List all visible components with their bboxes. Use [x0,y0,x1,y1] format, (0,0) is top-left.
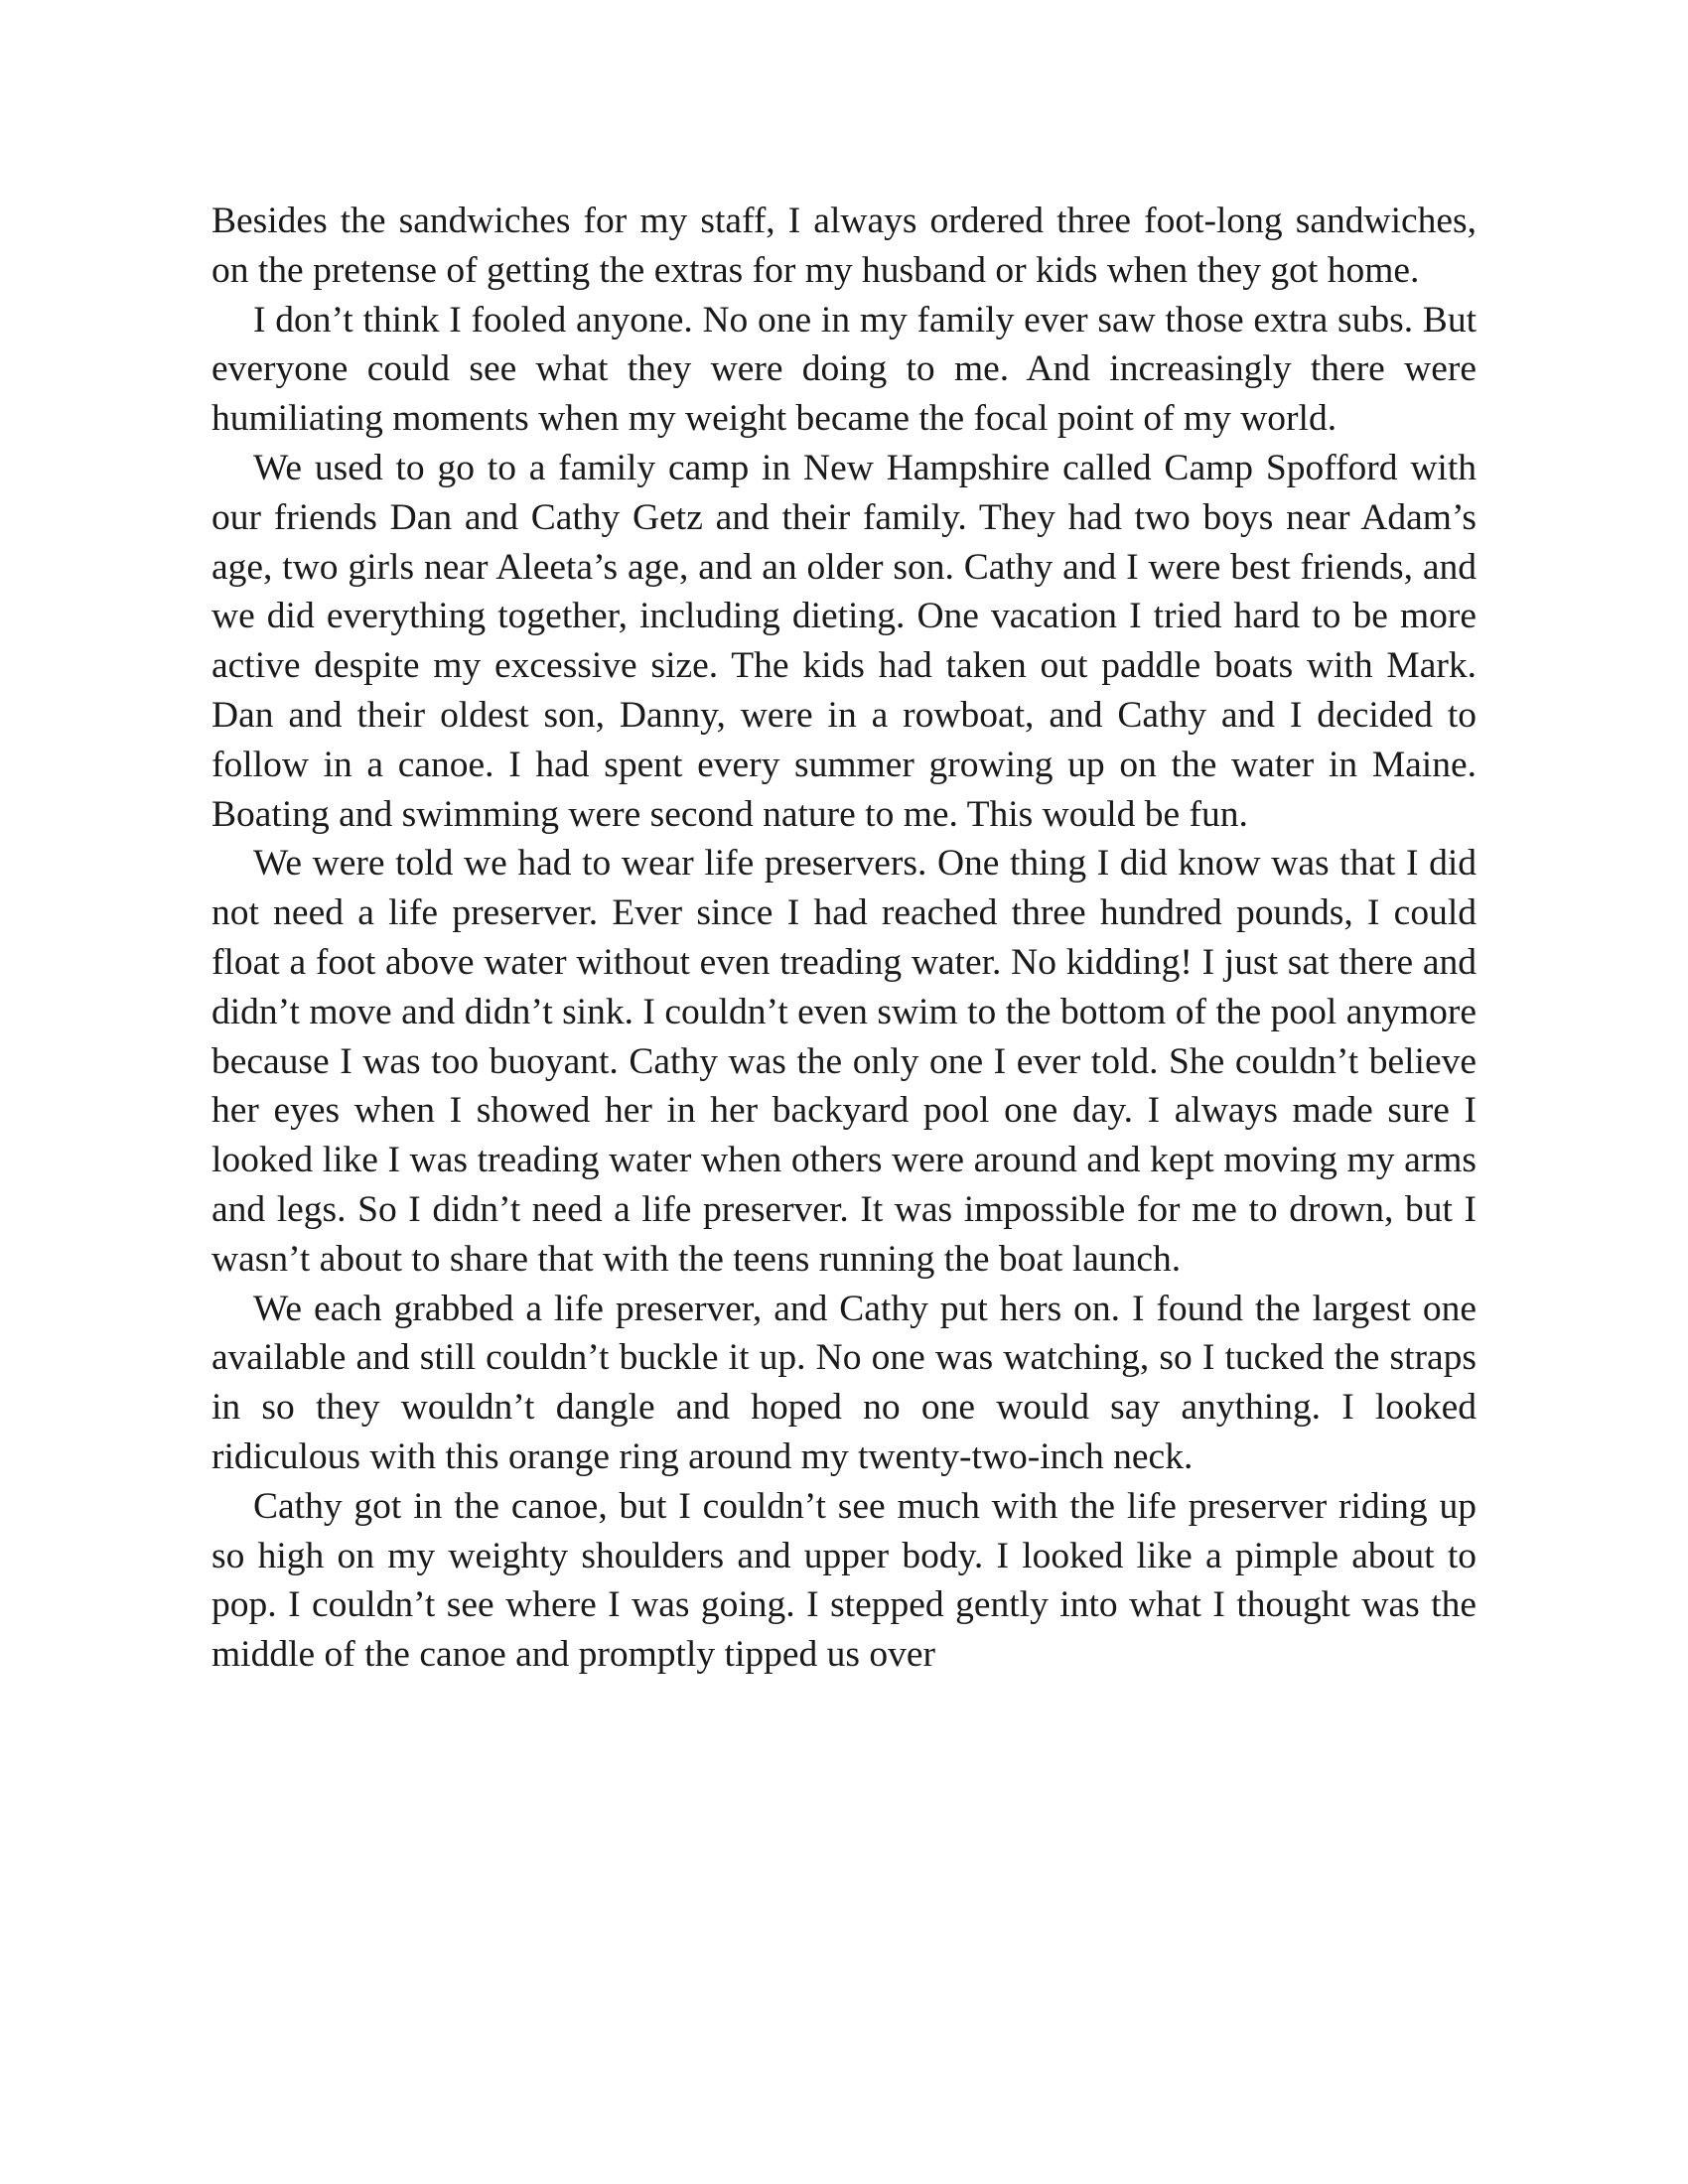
paragraph-3: We used to go to a family camp in New Hampshire called Camp Spofford with our friends Dan and Cathy Getz and their family. They had two boys near Adam’s age, two girls near Aleeta’s age, and an older son. Cathy and I were best friends, and we did everything together, including dieting. One vacation I tried hard to be more active despite my excessive size. The kids had taken out paddle boats with Mark. Dan and their oldest son, Danny, were in a rowboat, and Cathy and I decided to follow in a canoe. I had spent every summer growing up on the water in Maine. Boating and swimming were second nature to me. This would be fun. [211,447,1477,835]
paragraph-4: We were told we had to wear life preservers. One thing I did know was that I did not need a life preserver. Ever since I had reached three hundred pounds, I could float a foot above water without even treading water. No kidding! I just sat there and didn’t move and didn’t sink. I couldn’t even swim to the bottom of the pool anymore because I was too buoyant. Cathy was the only one I ever told. She couldn’t believe her eyes when I showed her in her backyard pool one day. I always made sure I looked like I was treading water when others were around and kept moving my arms and legs. So I didn’t need a life preserver. It was impossible for me to drown, but I wasn’t about to share that with the teens running the boat launch. [211,843,1477,1280]
paragraph-1: Besides the sandwiches for my staff, I always ordered three foot-long sandwiches, on the pretense of getting the extras for my husband or kids when they got home. [211,201,1477,291]
paragraph-2: I don’t think I fooled anyone. No one in my family ever saw those extra subs. But everyone could see what they were doing to me. And increasingly there were humiliating moments when my weight became the focal point of my world. [211,299,1477,440]
page-body [211,197,1477,1680]
paragraph-6: Cathy got in the canoe, but I couldn’t see much with the life preserver riding up so high on my weighty shoulders and upper body. I looked like a pimple about to pop. I couldn’t see where I was going. I stepped gently into what I thought was the middle of the canoe and promptly tipped us over [211,1485,1477,1676]
paragraph-5: We each grabbed a life preserver, and Cathy put hers on. I found the largest one available and still couldn’t buckle it up. No one was watching, so I tucked the straps in so they wouldn’t dangle and hoped no one would say anything. I looked ridiculous with this orange ring around my twenty-two-inch neck. [211,1288,1477,1477]
